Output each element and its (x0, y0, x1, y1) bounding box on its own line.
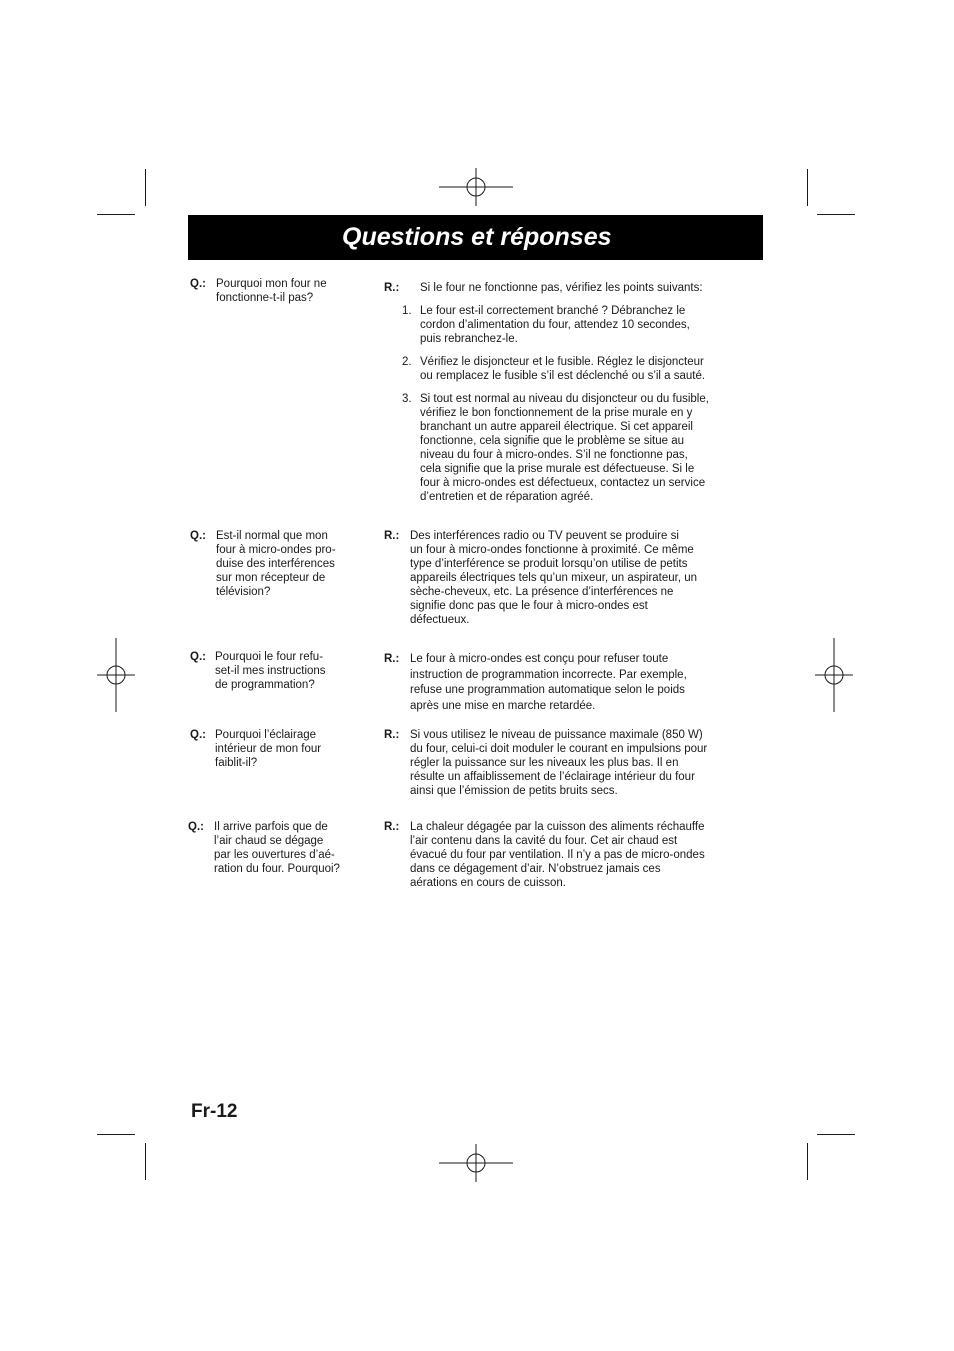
question-label: Q.: (188, 821, 204, 833)
page-number: Fr-12 (191, 1101, 238, 1122)
list-text: Vérifiez le disjoncteur et le fusible. Réglez le disjoncteur ou remplacez le fusible s’il est déclenché ou s’il a sauté. (420, 356, 706, 382)
question-label: Q.: (190, 278, 206, 290)
faq-item (0, 820, 954, 892)
crop-mark (145, 1143, 146, 1180)
registration-mark-icon (439, 1126, 513, 1200)
question-text: Pourquoi mon four ne fonctionne-t-il pas? (216, 278, 327, 304)
question-label: Q.: (190, 530, 206, 542)
answer-label: R.: (384, 821, 400, 833)
faq-item (0, 277, 954, 507)
answer-label: R.: (384, 530, 400, 542)
crop-mark (807, 1143, 808, 1180)
question-text: Il arrive parfois que de l’air chaud se dégage par les ouvertures d’aé- ration du four. Pourquoi? (214, 821, 340, 875)
question-text: Pourquoi le four refu- set-il mes instructions de programmation? (215, 651, 326, 691)
crop-mark (145, 169, 146, 206)
answer-text: Si le four ne fonctionne pas, vérifiez les points suivants: (420, 282, 703, 294)
crop-mark (97, 1134, 135, 1135)
answer-label: R.: (384, 282, 400, 294)
faq-item (0, 650, 954, 712)
question-text: Pourquoi l’éclairage intérieur de mon four faiblit-il? (215, 729, 322, 769)
list-number: 1. (402, 305, 412, 317)
crop-mark (817, 1134, 855, 1135)
answer-text: Des interférences radio ou TV peuvent se produire si un four à micro-ondes fonctionne à proximité. Ce même type d’interférence se produit lorsqu’on utilise de petits appareils électriques tels qu’un mixeur, un aspirateur, un sèche-cheveux, etc. La présence d’interférences ne signifie donc pas que le four à micro-ondes est défectueux. (410, 530, 698, 626)
list-number: 2. (402, 356, 412, 368)
answer-label: R.: (384, 729, 400, 741)
question-label: Q.: (190, 651, 206, 663)
crop-mark (97, 214, 135, 215)
answer-text: Si vous utilisez le niveau de puissance maximale (850 W) du four, celui-ci doit moduler le courant en impulsions pour régler la puissance sur les niveaux les plus bas. Il en résulte un affaiblissement de l’éclairage intérieur du four ainsi que l’émission de petits bruits secs. (410, 729, 708, 797)
list-text: Le four est-il correctement branché ? Débranchez le cordon d’alimentation du four, attendez 10 secondes, puis rebranchez-le. (420, 305, 690, 345)
title-bar (188, 215, 763, 260)
faq-item (0, 728, 954, 800)
crop-mark (807, 169, 808, 206)
question-text: Est-il normal que mon four à micro-ondes pro- duise des interférences sur mon récepteur de télévision? (216, 530, 336, 598)
question-label: Q.: (190, 729, 206, 741)
registration-mark-icon (439, 150, 513, 224)
answer-text: Le four à micro-ondes est conçu pour refuser toute instruction de programmation incorrecte. Par exemple, refuse une programmation automatique selon le poids après une mise en marche retardée. (410, 653, 687, 712)
answer-text: La chaleur dégagée par la cuisson des aliments réchauffe l’air contenu dans la cavité du four. Cet air chaud est évacué du four par ventilation. Il n’y a pas de micro-ondes dans ce dégagement d’air. N’obstruez jamais ces aérations en cours de cuisson. (410, 821, 705, 889)
list-number: 3. (402, 393, 412, 405)
page-title: Questions et réponses (342, 223, 612, 251)
list-text: Si tout est normal au niveau du disjoncteur ou du fusible, vérifiez le bon fonctionnement de la prise murale en y branchant un autre appareil électrique. Si cet appareil fonctionne, cela signifie que le problème se situe au niveau du four à micro-ondes. S’il ne fonctionne pas, cela signifie que la prise murale est défectueuse. Si le four à micro-ondes est défectueux, contactez un service d’entretien et de réparation agréé. (420, 393, 709, 503)
answer-label: R.: (384, 653, 400, 665)
crop-mark (817, 214, 855, 215)
faq-item (0, 529, 954, 629)
